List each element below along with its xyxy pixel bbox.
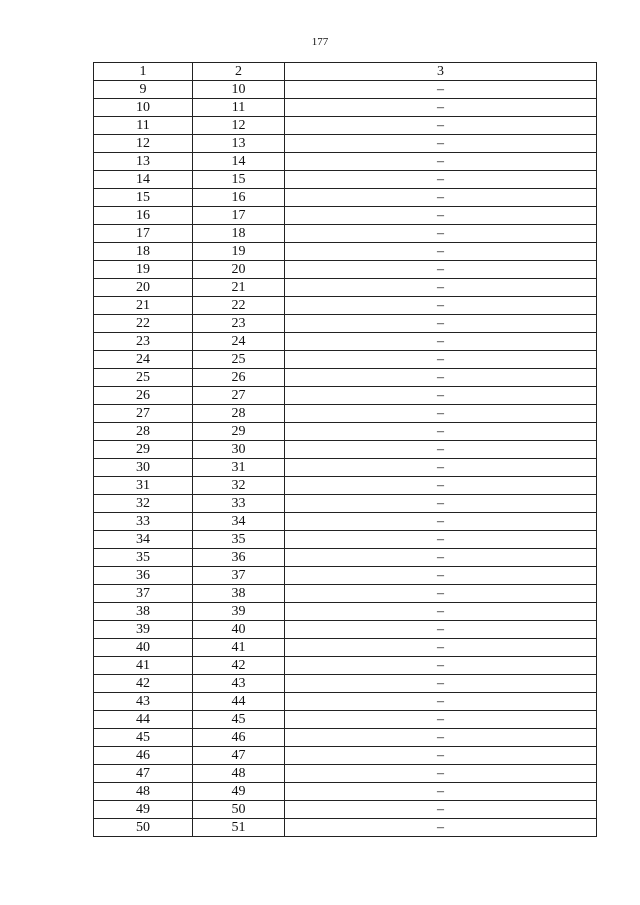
table-cell-col-2: 35: [193, 531, 285, 549]
table-cell-col-2: 10: [193, 81, 285, 99]
table-row: [94, 405, 597, 423]
header-cell-col-1: 1: [94, 63, 193, 81]
table-row: [94, 207, 597, 225]
table-row: [94, 99, 597, 117]
table-row: [94, 621, 597, 639]
table-cell-col-2: 42: [193, 657, 285, 675]
table-cell-col-2: 45: [193, 711, 285, 729]
table-cell-col-2: 40: [193, 621, 285, 639]
table-row: [94, 153, 597, 171]
table-cell-col-3: –: [285, 693, 597, 711]
table-cell-col-2: 15: [193, 171, 285, 189]
table-cell-col-3: –: [285, 603, 597, 621]
table-cell-col-3: –: [285, 585, 597, 603]
table-row: [94, 459, 597, 477]
table-row: [94, 171, 597, 189]
table-cell-col-1: 45: [94, 729, 193, 747]
table-cell-col-1: 44: [94, 711, 193, 729]
table-cell-col-1: 36: [94, 567, 193, 585]
table-cell-col-1: 35: [94, 549, 193, 567]
table-cell-col-1: 49: [94, 801, 193, 819]
table-cell-col-1: 15: [94, 189, 193, 207]
table-row: [94, 729, 597, 747]
table-cell-col-1: 40: [94, 639, 193, 657]
table-cell-col-2: 33: [193, 495, 285, 513]
table-cell-col-3: –: [285, 261, 597, 279]
table-cell-col-1: 43: [94, 693, 193, 711]
table-cell-col-2: 43: [193, 675, 285, 693]
table-cell-col-2: 26: [193, 369, 285, 387]
table-cell-col-3: –: [285, 351, 597, 369]
table-cell-col-2: 16: [193, 189, 285, 207]
table-cell-col-1: 12: [94, 135, 193, 153]
table-cell-col-2: 34: [193, 513, 285, 531]
table-row: [94, 333, 597, 351]
table-cell-col-3: –: [285, 135, 597, 153]
table-cell-col-1: 23: [94, 333, 193, 351]
data-table: [93, 62, 597, 837]
table-row: [94, 135, 597, 153]
table-cell-col-2: 27: [193, 387, 285, 405]
table-cell-col-3: –: [285, 369, 597, 387]
table-row: [94, 783, 597, 801]
table-cell-col-1: 30: [94, 459, 193, 477]
table-cell-col-3: –: [285, 567, 597, 585]
table-row: [94, 747, 597, 765]
table-row: [94, 81, 597, 99]
table-cell-col-1: 18: [94, 243, 193, 261]
table-cell-col-3: –: [285, 81, 597, 99]
table-cell-col-2: 32: [193, 477, 285, 495]
table-cell-col-2: 46: [193, 729, 285, 747]
table-cell-col-1: 46: [94, 747, 193, 765]
table-cell-col-1: 16: [94, 207, 193, 225]
table-cell-col-2: 39: [193, 603, 285, 621]
table-cell-col-3: –: [285, 783, 597, 801]
table-header-row: [94, 63, 597, 81]
table-cell-col-1: 34: [94, 531, 193, 549]
table-cell-col-1: 47: [94, 765, 193, 783]
table-cell-col-2: 37: [193, 567, 285, 585]
table-cell-col-2: 44: [193, 693, 285, 711]
table-cell-col-3: –: [285, 279, 597, 297]
table-row: [94, 279, 597, 297]
table-cell-col-3: –: [285, 99, 597, 117]
table-cell-col-3: –: [285, 801, 597, 819]
table-cell-col-1: 29: [94, 441, 193, 459]
table-cell-col-2: 21: [193, 279, 285, 297]
table-cell-col-2: 24: [193, 333, 285, 351]
table-row: [94, 441, 597, 459]
table-row: [94, 351, 597, 369]
table-row: [94, 603, 597, 621]
table-cell-col-3: –: [285, 459, 597, 477]
table-cell-col-1: 41: [94, 657, 193, 675]
table-body: [94, 63, 597, 837]
table-row: [94, 261, 597, 279]
table-cell-col-3: –: [285, 675, 597, 693]
table-cell-col-2: 38: [193, 585, 285, 603]
table-row: [94, 531, 597, 549]
table-cell-col-2: 12: [193, 117, 285, 135]
table-cell-col-1: 38: [94, 603, 193, 621]
table-cell-col-1: 42: [94, 675, 193, 693]
header-cell-col-3: 3: [285, 63, 597, 81]
table-cell-col-3: –: [285, 171, 597, 189]
table-cell-col-3: –: [285, 513, 597, 531]
table-cell-col-3: –: [285, 207, 597, 225]
table-cell-col-2: 13: [193, 135, 285, 153]
table-cell-col-1: 14: [94, 171, 193, 189]
table-cell-col-3: –: [285, 117, 597, 135]
table-row: [94, 315, 597, 333]
table-cell-col-3: –: [285, 711, 597, 729]
table-cell-col-1: 26: [94, 387, 193, 405]
table-cell-col-1: 19: [94, 261, 193, 279]
table-cell-col-1: 50: [94, 819, 193, 837]
table-cell-col-3: –: [285, 423, 597, 441]
table-cell-col-1: 24: [94, 351, 193, 369]
table-cell-col-1: 32: [94, 495, 193, 513]
table-cell-col-1: 25: [94, 369, 193, 387]
table-cell-col-1: 33: [94, 513, 193, 531]
table-cell-col-2: 50: [193, 801, 285, 819]
table-cell-col-3: –: [285, 405, 597, 423]
table-row: [94, 549, 597, 567]
table-cell-col-2: 14: [193, 153, 285, 171]
table-row: [94, 585, 597, 603]
table-cell-col-3: –: [285, 387, 597, 405]
table-cell-col-3: –: [285, 747, 597, 765]
table-row: [94, 693, 597, 711]
table-cell-col-1: 48: [94, 783, 193, 801]
table-row: [94, 297, 597, 315]
table-cell-col-3: –: [285, 153, 597, 171]
table-cell-col-2: 17: [193, 207, 285, 225]
table-cell-col-2: 48: [193, 765, 285, 783]
table-cell-col-3: –: [285, 621, 597, 639]
table-cell-col-3: –: [285, 441, 597, 459]
table-row: [94, 423, 597, 441]
table-row: [94, 675, 597, 693]
table-row: [94, 513, 597, 531]
table-row: [94, 369, 597, 387]
table-row: [94, 495, 597, 513]
table-row: [94, 657, 597, 675]
table-cell-col-2: 31: [193, 459, 285, 477]
table-cell-col-2: 28: [193, 405, 285, 423]
table-cell-col-2: 47: [193, 747, 285, 765]
table-cell-col-1: 10: [94, 99, 193, 117]
table-row: [94, 801, 597, 819]
table-cell-col-3: –: [285, 639, 597, 657]
table-cell-col-1: 21: [94, 297, 193, 315]
table-cell-col-2: 36: [193, 549, 285, 567]
table-cell-col-2: 19: [193, 243, 285, 261]
table-cell-col-3: –: [285, 189, 597, 207]
table-cell-col-1: 28: [94, 423, 193, 441]
table-cell-col-2: 51: [193, 819, 285, 837]
table-row: [94, 225, 597, 243]
table-cell-col-3: –: [285, 315, 597, 333]
table-cell-col-3: –: [285, 549, 597, 567]
header-cell-col-2: 2: [193, 63, 285, 81]
table-cell-col-2: 41: [193, 639, 285, 657]
table-cell-col-2: 18: [193, 225, 285, 243]
table-cell-col-2: 23: [193, 315, 285, 333]
table-cell-col-1: 31: [94, 477, 193, 495]
table-cell-col-3: –: [285, 657, 597, 675]
table-cell-col-1: 22: [94, 315, 193, 333]
table-cell-col-3: –: [285, 495, 597, 513]
table-cell-col-1: 17: [94, 225, 193, 243]
table-cell-col-2: 20: [193, 261, 285, 279]
table-cell-col-3: –: [285, 225, 597, 243]
table-cell-col-1: 27: [94, 405, 193, 423]
table-cell-col-3: –: [285, 819, 597, 837]
table-cell-col-3: –: [285, 531, 597, 549]
table-cell-col-3: –: [285, 297, 597, 315]
table-cell-col-1: 39: [94, 621, 193, 639]
table-cell-col-1: 11: [94, 117, 193, 135]
table-row: [94, 711, 597, 729]
table-row: [94, 189, 597, 207]
table-cell-col-1: 37: [94, 585, 193, 603]
table-cell-col-3: –: [285, 477, 597, 495]
table-cell-col-3: –: [285, 765, 597, 783]
table-row: [94, 117, 597, 135]
table-row: [94, 387, 597, 405]
table-cell-col-2: 29: [193, 423, 285, 441]
table-cell-col-1: 20: [94, 279, 193, 297]
table-row: [94, 567, 597, 585]
table-cell-col-1: 9: [94, 81, 193, 99]
table-row: [94, 477, 597, 495]
page-number: 177: [311, 36, 329, 48]
table-row: [94, 765, 597, 783]
table-cell-col-1: 13: [94, 153, 193, 171]
table-cell-col-3: –: [285, 729, 597, 747]
table-cell-col-3: –: [285, 243, 597, 261]
table-row: [94, 819, 597, 837]
table-row: [94, 243, 597, 261]
table-cell-col-2: 25: [193, 351, 285, 369]
table-cell-col-2: 49: [193, 783, 285, 801]
table-cell-col-2: 11: [193, 99, 285, 117]
table-cell-col-2: 30: [193, 441, 285, 459]
table-row: [94, 639, 597, 657]
table-cell-col-3: –: [285, 333, 597, 351]
table-cell-col-2: 22: [193, 297, 285, 315]
